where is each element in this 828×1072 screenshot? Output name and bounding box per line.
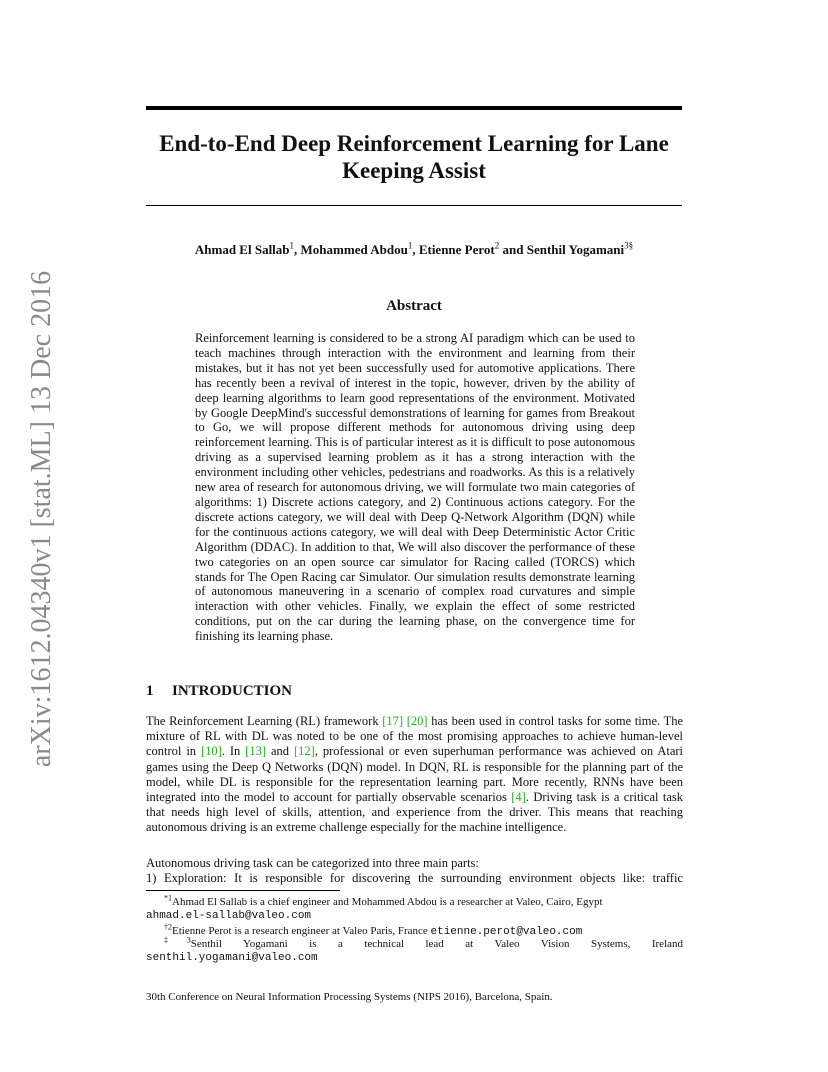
- conference-footer: 30th Conference on Neural Information Processing Systems (NIPS 2016), Barcelona, Spain.: [146, 991, 553, 1003]
- footnote-text: Ahmad El Sallab is a chief engineer and Mohammed Abdou is a researcher at Valeo, Cairo, Egypt: [172, 896, 603, 908]
- author-name: Ahmad El Sallab: [194, 242, 290, 257]
- paragraph-line: 1) Exploration: It is responsible for discovering the surrounding environment objects like: traffic: [146, 871, 683, 886]
- footnote-email[interactable]: etienne.perot@valeo.com: [430, 926, 583, 938]
- title-top-rule: [146, 106, 682, 110]
- footnote-rule: [146, 890, 340, 891]
- paragraph-text: and: [266, 744, 294, 759]
- author-affiliation-mark: 1: [289, 240, 295, 251]
- author-affiliation-mark: 1: [407, 240, 413, 251]
- title-bottom-rule: [146, 205, 682, 206]
- author-affiliation-mark: 3§: [624, 240, 634, 251]
- footnote-line: [146, 937, 683, 951]
- citation-link[interactable]: [4]: [511, 790, 526, 805]
- paragraph-text: The Reinforcement Learning (RL) framework: [146, 714, 383, 728]
- footnote-text: Etienne Perot is a research engineer at Valeo Paris, France: [172, 925, 431, 937]
- paragraph-line: Autonomous driving task can be categorized into three main parts:: [146, 856, 479, 870]
- author-affiliation-mark: 2: [494, 240, 500, 251]
- footnote-email[interactable]: ahmad.el-sallab@valeo.com: [146, 910, 312, 922]
- footnote-line: [146, 895, 683, 909]
- author-name: , Mohammed Abdou: [294, 242, 408, 257]
- citation-link[interactable]: [20]: [406, 714, 428, 728]
- citation-link[interactable]: [10]: [201, 744, 222, 759]
- author-name: , Etienne Perot: [412, 242, 495, 257]
- footnote-3: [146, 937, 683, 965]
- paragraph-text: . In: [221, 744, 246, 759]
- citation-link[interactable]: [13]: [245, 744, 267, 759]
- footnote-email[interactable]: senthil.yogamani@valeo.com: [146, 952, 318, 964]
- introduction-paragraph-1: [146, 714, 683, 836]
- arxiv-identifier-stamp: arXiv:1612.04340v1 [stat.ML] 13 Dec 2016: [26, 270, 57, 768]
- footnote-text: Senthil Yogamani is a technical lead at Valeo Vision Systems, Ireland: [190, 938, 684, 950]
- abstract-heading: Abstract: [386, 298, 442, 314]
- paragraph-text: . Driving task is a critical task that needs high level of skills, attention, and experience from the driver. This means that reaching autonomous driving is an extreme challenge especially for the machine intelligence.: [146, 790, 683, 835]
- abstract-body: Reinforcement learning is considered to be a strong AI paradigm which can be used to teach machines through interaction with the environment and learning from their mistakes, but it has not yet been successfully used for automotive applications. There has recently been a revival of interest in the topic, however, driven by the ability of deep learning algorithms to learn good representations of the environment. Motivated by Google DeepMind's successful demonstrations of learning for games from Breakout to Go, we will propose different methods for autonomous driving using deep reinforcement learning. This is of particular interest as it is difficult to pose autonomous driving as a supervised learning problem as it has a strong interaction with the environment including other vehicles, pedestrians and roadworks. As this is a relatively new area of research for autonomous driving, we will formulate two main categories of algorithms: 1) Discrete actions category, and 2) Continuous actions category. For the discrete actions category, we will deal with Deep Q-Network Algorithm (DQN) while for the continuous actions category, we will deal with Deep Deterministic Actor Critic Algorithm (DDAC). In addition to that, We will also discover the performance of these two categories on an open source car simulator for Racing called (TORCS) which stands for The Open Racing car Simulator. Our simulation results demonstrate learning of autonomous maneuvering in a scenario of complex road curvatures and simple interaction with other vehicles. Finally, we explain the effect of some restricted conditions, put on the car during the learning phase, on the convergence time for finishing its learning phase.: [195, 331, 635, 644]
- author-name: and Senthil Yogamani: [499, 242, 625, 257]
- paragraph-text: , professional or even superhuman performance was achieved on Atari games using the Deep Q Networks (DQN) model. In DQN, RL is responsible for the planning part of the model, while DL is responsible for the representation learning part. More recently, RNNs have been integrated into the model to account for partially observable scenarios: [146, 744, 684, 805]
- citation-link[interactable]: [12]: [293, 744, 315, 759]
- paper-title: End-to-End Deep Reinforcement Learning for Lane Keeping Assist: [159, 131, 669, 183]
- section-title: INTRODUCTION: [172, 683, 293, 699]
- section-number: 1: [146, 683, 154, 699]
- section-heading-introduction: [146, 681, 682, 701]
- footnote-1: [146, 895, 683, 923]
- introduction-paragraph-2: [146, 856, 683, 886]
- paragraph-text: has been used in control tasks for some time. The mixture of RL with DL was noted to be one of the most promising approaches to achieve human-level control in: [146, 714, 684, 759]
- footnote-mark: ‡3: [164, 935, 191, 945]
- author-list: [146, 241, 682, 259]
- footnote-mark: *1: [164, 893, 172, 903]
- footnote-mark: †2: [164, 922, 172, 932]
- citation-link[interactable]: [17]: [382, 714, 404, 728]
